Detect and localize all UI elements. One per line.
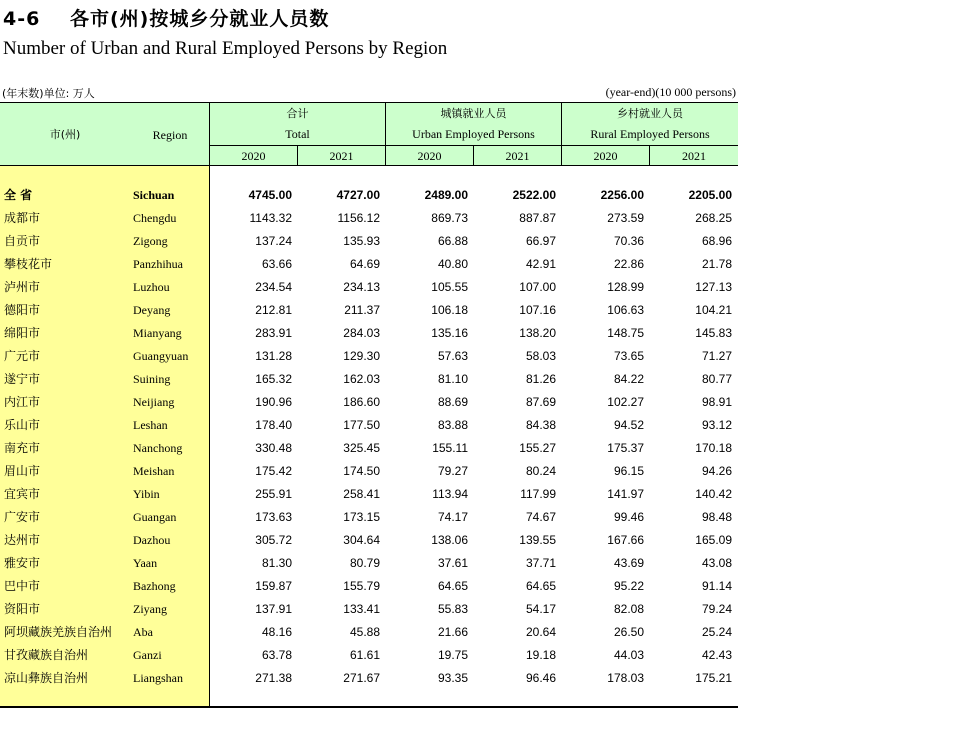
value-cell: 271.67 xyxy=(343,671,380,685)
region-name-cn: 宜宾市 xyxy=(4,487,41,501)
region-name-en: Zigong xyxy=(133,234,168,248)
value-cell: 79.27 xyxy=(437,464,468,478)
header-year: 2020 xyxy=(241,149,266,163)
value-cell: 88.69 xyxy=(437,395,468,409)
value-cell: 175.21 xyxy=(695,671,732,685)
value-cell: 305.72 xyxy=(255,533,292,547)
value-cell: 177.50 xyxy=(343,418,380,432)
value-cell: 44.03 xyxy=(613,648,644,662)
value-cell: 71.27 xyxy=(701,349,732,363)
value-cell: 37.61 xyxy=(437,556,468,570)
value-cell: 138.20 xyxy=(519,326,556,340)
value-cell: 55.83 xyxy=(437,602,468,616)
value-cell: 48.16 xyxy=(261,625,292,639)
value-cell: 1143.32 xyxy=(249,211,292,225)
value-cell: 96.46 xyxy=(525,671,556,685)
value-cell: 21.66 xyxy=(437,625,468,639)
value-cell: 211.37 xyxy=(344,303,380,317)
value-cell: 128.99 xyxy=(607,280,644,294)
region-name-en: Liangshan xyxy=(133,671,183,685)
value-cell: 131.28 xyxy=(255,349,292,363)
value-cell: 61.61 xyxy=(349,648,380,662)
value-cell: 94.26 xyxy=(701,464,732,478)
page-title-en: Number of Urban and Rural Employed Persons by Region xyxy=(3,38,448,59)
value-cell: 135.16 xyxy=(431,326,468,340)
value-cell: 102.27 xyxy=(607,395,644,409)
value-cell: 58.03 xyxy=(525,349,556,363)
value-cell: 87.69 xyxy=(525,395,556,409)
value-cell: 212.81 xyxy=(255,303,292,317)
value-cell: 155.11 xyxy=(432,441,468,455)
value-cell: 93.35 xyxy=(437,671,468,685)
value-cell: 178.40 xyxy=(255,418,292,432)
header-year: 2020 xyxy=(593,149,618,163)
value-cell: 175.42 xyxy=(255,464,292,478)
region-name-cn: 资阳市 xyxy=(4,602,41,616)
value-cell: 138.06 xyxy=(431,533,468,547)
value-cell: 140.42 xyxy=(695,487,732,501)
unit-note-cn: (年末数)单位: 万人 xyxy=(2,87,95,100)
table-row xyxy=(0,276,738,299)
region-name-en: Nanchong xyxy=(133,441,183,455)
table-row xyxy=(0,460,738,483)
region-name-en: Panzhihua xyxy=(133,257,183,271)
value-cell: 57.63 xyxy=(437,349,468,363)
value-cell: 273.59 xyxy=(607,211,644,225)
region-name-cn: 巴中市 xyxy=(4,579,41,593)
value-cell: 113.94 xyxy=(432,487,468,501)
region-name-en: Aba xyxy=(133,625,153,639)
table-row xyxy=(0,345,738,368)
table-row xyxy=(0,483,738,506)
value-cell: 98.91 xyxy=(701,395,732,409)
value-cell: 159.87 xyxy=(255,579,292,593)
value-cell: 81.26 xyxy=(525,372,556,386)
table-row xyxy=(0,552,738,575)
region-name-en: Ganzi xyxy=(133,648,162,662)
header-top-rule xyxy=(0,102,738,103)
region-name-en: Leshan xyxy=(133,418,168,432)
table-row xyxy=(0,207,738,230)
value-cell: 80.24 xyxy=(525,464,556,478)
value-cell: 22.86 xyxy=(613,257,644,271)
value-cell: 80.77 xyxy=(701,372,732,386)
value-cell: 268.25 xyxy=(695,211,732,225)
table-row xyxy=(0,368,738,391)
value-cell: 2205.00 xyxy=(688,188,732,202)
value-cell: 304.64 xyxy=(343,533,380,547)
value-cell: 98.48 xyxy=(701,510,732,524)
value-cell: 155.79 xyxy=(343,579,380,593)
table-row xyxy=(0,230,738,253)
value-cell: 129.30 xyxy=(343,349,380,363)
table-row xyxy=(0,253,738,276)
header-total-cn: 合计 xyxy=(286,107,309,120)
header-region-cn: 市(州) xyxy=(49,128,81,141)
value-cell: 141.97 xyxy=(607,487,644,501)
header-urban-en: Urban Employed Persons xyxy=(412,127,535,141)
value-cell: 37.71 xyxy=(525,556,556,570)
value-cell: 155.27 xyxy=(519,441,556,455)
value-cell: 83.88 xyxy=(437,418,468,432)
region-name-en: Yibin xyxy=(133,487,160,501)
table-row xyxy=(0,184,738,207)
header-urban-cn: 城镇就业人员 xyxy=(440,107,507,120)
region-name-cn: 凉山彝族自治州 xyxy=(4,671,89,685)
header-region-en: Region xyxy=(152,128,188,142)
region-name-cn: 攀枝花市 xyxy=(4,257,53,271)
value-cell: 99.46 xyxy=(613,510,644,524)
value-cell: 93.12 xyxy=(701,418,732,432)
data-table xyxy=(0,102,738,708)
value-cell: 117.99 xyxy=(520,487,556,501)
table-row xyxy=(0,322,738,345)
value-cell: 165.09 xyxy=(695,533,732,547)
value-cell: 95.22 xyxy=(613,579,644,593)
header-year: 2020 xyxy=(417,149,442,163)
region-name-cn: 绵阳市 xyxy=(4,326,41,340)
value-cell: 135.93 xyxy=(343,234,380,248)
value-cell: 165.32 xyxy=(255,372,292,386)
value-cell: 330.48 xyxy=(255,441,292,455)
table-row xyxy=(0,621,738,644)
value-cell: 64.65 xyxy=(525,579,556,593)
region-name-cn: 阿坝藏族羌族自治州 xyxy=(4,625,113,639)
region-name-en: Guangan xyxy=(133,510,177,524)
value-cell: 4745.00 xyxy=(248,188,292,202)
header-rural-en: Rural Employed Persons xyxy=(590,127,710,141)
value-cell: 107.00 xyxy=(519,280,556,294)
header-bottom-rule xyxy=(0,165,738,166)
value-cell: 887.87 xyxy=(519,211,556,225)
value-cell: 145.83 xyxy=(695,326,732,340)
region-name-en: Yaan xyxy=(133,556,158,570)
value-cell: 40.80 xyxy=(437,257,468,271)
region-name-en: Mianyang xyxy=(133,326,182,340)
region-name-en: Luzhou xyxy=(133,280,170,294)
value-cell: 190.96 xyxy=(255,395,292,409)
value-cell: 271.38 xyxy=(255,671,292,685)
value-cell: 94.52 xyxy=(613,418,644,432)
region-name-cn: 内江市 xyxy=(4,395,41,409)
region-name-cn: 成都市 xyxy=(4,211,41,225)
table-row xyxy=(0,644,738,667)
value-cell: 2256.00 xyxy=(600,188,644,202)
value-cell: 104.21 xyxy=(695,303,732,317)
value-cell: 73.65 xyxy=(613,349,644,363)
page-title-cn xyxy=(3,4,329,31)
value-cell: 133.41 xyxy=(343,602,380,616)
value-cell: 19.75 xyxy=(437,648,468,662)
region-name-cn: 遂宁市 xyxy=(4,372,41,386)
value-cell: 173.63 xyxy=(255,510,292,524)
region-name-cn: 德阳市 xyxy=(4,303,41,317)
value-cell: 96.15 xyxy=(613,464,644,478)
table-row xyxy=(0,506,738,529)
header-year: 2021 xyxy=(329,149,354,163)
value-cell: 19.18 xyxy=(525,648,556,662)
region-name-cn: 眉山市 xyxy=(4,464,41,478)
value-cell: 170.18 xyxy=(695,441,732,455)
region-name-en: Neijiang xyxy=(133,395,175,409)
value-cell: 175.37 xyxy=(607,441,644,455)
header-year: 2021 xyxy=(505,149,530,163)
region-name-en: Meishan xyxy=(133,464,175,478)
table-code: 4-6 xyxy=(3,8,41,30)
table-row xyxy=(0,575,738,598)
value-cell: 81.10 xyxy=(437,372,468,386)
table-row xyxy=(0,529,738,552)
table-title-cn: 各市(州)按城乡分就业人员数 xyxy=(69,8,330,30)
value-cell: 325.45 xyxy=(343,441,380,455)
value-cell: 2489.00 xyxy=(424,188,468,202)
table-row xyxy=(0,437,738,460)
value-cell: 167.66 xyxy=(607,533,644,547)
header-total-en: Total xyxy=(285,127,310,141)
region-name-en: Chengdu xyxy=(133,211,177,225)
region-name-cn: 南充市 xyxy=(4,441,41,455)
value-cell: 137.91 xyxy=(255,602,292,616)
value-cell: 63.66 xyxy=(261,257,292,271)
value-cell: 2522.00 xyxy=(512,188,556,202)
region-name-en: Deyang xyxy=(133,303,171,317)
value-cell: 79.24 xyxy=(701,602,732,616)
value-cell: 25.24 xyxy=(701,625,732,639)
region-name-cn: 乐山市 xyxy=(4,418,41,432)
value-cell: 68.96 xyxy=(701,234,732,248)
region-name-en: Suining xyxy=(133,372,171,386)
value-cell: 64.69 xyxy=(349,257,380,271)
value-cell: 74.67 xyxy=(525,510,556,524)
value-cell: 127.13 xyxy=(695,280,732,294)
value-cell: 258.41 xyxy=(343,487,380,501)
value-cell: 20.64 xyxy=(525,625,556,639)
value-cell: 162.03 xyxy=(343,372,380,386)
value-cell: 74.17 xyxy=(437,510,468,524)
value-cell: 105.55 xyxy=(431,280,468,294)
region-name-cn: 广安市 xyxy=(4,510,41,524)
region-name-en: Guangyuan xyxy=(133,349,189,363)
table-row xyxy=(0,299,738,322)
value-cell: 43.08 xyxy=(701,556,732,570)
value-cell: 80.79 xyxy=(349,556,380,570)
value-cell: 234.13 xyxy=(343,280,380,294)
value-cell: 84.22 xyxy=(613,372,644,386)
region-name-cn: 甘孜藏族自治州 xyxy=(4,648,89,662)
region-name-en: Sichuan xyxy=(133,188,175,202)
value-cell: 139.55 xyxy=(519,533,556,547)
value-cell: 82.08 xyxy=(613,602,644,616)
region-name-cn: 达州市 xyxy=(4,533,41,547)
region-name-cn: 广元市 xyxy=(4,349,41,363)
value-cell: 70.36 xyxy=(613,234,644,248)
value-cell: 173.15 xyxy=(343,510,380,524)
value-cell: 106.18 xyxy=(431,303,468,317)
value-cell: 64.65 xyxy=(437,579,468,593)
value-cell: 63.78 xyxy=(261,648,292,662)
value-cell: 234.54 xyxy=(255,280,292,294)
header-year: 2021 xyxy=(682,149,706,163)
table-row xyxy=(0,391,738,414)
value-cell: 148.75 xyxy=(607,326,644,340)
value-cell: 26.50 xyxy=(613,625,644,639)
value-cell: 283.91 xyxy=(255,326,292,340)
value-cell: 869.73 xyxy=(431,211,468,225)
value-cell: 4727.00 xyxy=(336,188,380,202)
value-cell: 91.14 xyxy=(701,579,732,593)
value-cell: 174.50 xyxy=(343,464,380,478)
value-cell: 255.91 xyxy=(255,487,292,501)
region-name-cn: 全 省 xyxy=(4,188,33,202)
value-cell: 42.91 xyxy=(525,257,556,271)
region-name-en: Ziyang xyxy=(133,602,167,616)
value-cell: 81.30 xyxy=(261,556,292,570)
value-cell: 42.43 xyxy=(701,648,732,662)
value-cell: 54.17 xyxy=(525,602,556,616)
region-name-cn: 泸州市 xyxy=(4,280,41,294)
value-cell: 284.03 xyxy=(343,326,380,340)
value-cell: 43.69 xyxy=(613,556,644,570)
value-cell: 21.78 xyxy=(701,257,732,271)
value-cell: 45.88 xyxy=(349,625,380,639)
region-name-en: Dazhou xyxy=(133,533,171,547)
table-row xyxy=(0,414,738,437)
region-name-en: Bazhong xyxy=(133,579,176,593)
table-row xyxy=(0,667,738,690)
region-name-cn: 自贡市 xyxy=(4,234,41,248)
unit-note-en: (year-end)(10 000 persons) xyxy=(605,85,736,99)
value-cell: 1156.12 xyxy=(337,211,380,225)
value-cell: 66.88 xyxy=(437,234,468,248)
table-row xyxy=(0,598,738,621)
value-cell: 107.16 xyxy=(519,303,556,317)
table-bottom-rule xyxy=(0,706,738,708)
value-cell: 66.97 xyxy=(525,234,556,248)
value-cell: 137.24 xyxy=(255,234,292,248)
region-name-cn: 雅安市 xyxy=(4,556,41,570)
value-cell: 186.60 xyxy=(343,395,380,409)
value-cell: 178.03 xyxy=(607,671,644,685)
header-rural-cn: 乡村就业人员 xyxy=(617,107,683,120)
value-cell: 106.63 xyxy=(607,303,644,317)
value-cell: 84.38 xyxy=(525,418,556,432)
